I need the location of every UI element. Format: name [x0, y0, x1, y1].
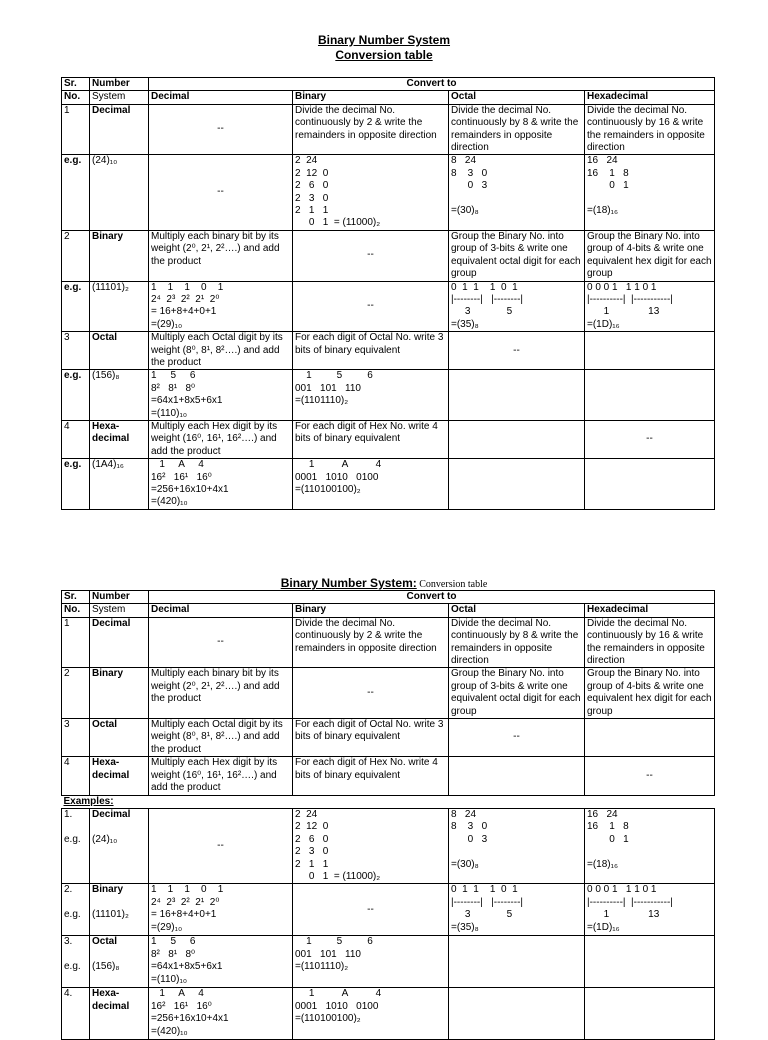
sr-cell: 2: [62, 230, 90, 281]
example-cell: 8 24 8 3 0 0 3 =(30)₈: [449, 808, 585, 883]
empty-cell: [449, 988, 585, 1040]
dash-cell: --: [293, 668, 449, 719]
sr-header: Sr.: [62, 591, 90, 604]
examples-row: [62, 795, 715, 808]
binary-header: Binary: [293, 91, 449, 104]
sr-cell: 1: [62, 104, 90, 155]
system-name: Hexa- decimal: [90, 757, 149, 795]
empty-cell: [449, 459, 585, 510]
example-cell: 1 A 4 0001 1010 0100 =(110100100)₂: [293, 988, 449, 1040]
example-number: (1A4)₁₆: [90, 459, 149, 510]
example-number: (11101)₂: [90, 281, 149, 332]
title-2-sub: Conversion table: [416, 579, 488, 590]
example-cell: 1 5 6 8² 8¹ 8⁰ =64x1+8x5+6x1 =(110)₁₀: [149, 370, 293, 421]
example-cell: 0 0 0 1 1 1 0 1 |----------| |-----------| 1 13 =(1D)₁₆: [585, 884, 715, 936]
example-cell: 1 A 4 0001 1010 0100 =(110100100)₂: [293, 459, 449, 510]
rule-cell: Multiply each binary bit by its weight (2⁰, 2¹, 2²….) and add the product: [149, 668, 293, 719]
example-cell: 8 24 8 3 0 0 3 =(30)₈: [449, 155, 585, 230]
example-cell: 1 5 6 8² 8¹ 8⁰ =64x1+8x5+6x1 =(110)₁₀: [149, 936, 293, 988]
system-name: Octal: [90, 332, 149, 370]
rule-cell: For each digit of Octal No. write 3 bits of binary equivalent: [293, 719, 449, 757]
sr-header: No.: [62, 91, 90, 104]
dash-cell: --: [149, 104, 293, 155]
number-system-header: System: [90, 604, 149, 617]
rule-cell: Group the Binary No. into group of 4-bits & write one equivalent hex digit for each group: [585, 230, 715, 281]
dash-cell: --: [585, 757, 715, 795]
empty-cell: [449, 370, 585, 421]
sr-cell: 4: [62, 757, 90, 795]
octal-header: Octal: [449, 91, 585, 104]
system-name: Binary: [90, 230, 149, 281]
example-cell: 2 24 2 12 0 2 6 0 2 3 0 2 1 1 0 1 = (11000)₂: [293, 155, 449, 230]
rule-cell: Divide the decimal No. continuously by 16 & write the remainders in opposite direction: [585, 617, 715, 668]
rule-cell: For each digit of Hex No. write 4 bits of binary equivalent: [293, 420, 449, 458]
empty-cell: [585, 936, 715, 988]
hexadecimal-header: Hexadecimal: [585, 91, 715, 104]
dash-cell: --: [293, 230, 449, 281]
example-cell: 1 A 4 16² 16¹ 16⁰ =256+16x10+4x1 =(420)₁₀: [149, 988, 293, 1040]
eg-label: e.g.: [62, 155, 90, 230]
example-cell: 0 1 1 1 0 1 |--------| |--------| 3 5 =(35)₈: [449, 281, 585, 332]
dash-cell: --: [149, 808, 293, 883]
dash-cell: --: [585, 420, 715, 458]
dash-cell: --: [449, 719, 585, 757]
rule-cell: Multiply each Hex digit by its weight (16⁰, 16¹, 16²….) and add the product: [149, 757, 293, 795]
dash-cell: --: [149, 617, 293, 668]
example-system-cell: Decimal (24)₁₀: [90, 808, 149, 883]
decimal-header: Decimal: [149, 604, 293, 617]
rule-cell: Multiply each Hex digit by its weight (16⁰, 16¹, 16²….) and add the product: [149, 420, 293, 458]
rule-cell: Divide the decimal No. continuously by 8 & write the remainders in opposite direction: [449, 617, 585, 668]
eg-label: e.g.: [62, 459, 90, 510]
example-cell: 1 1 1 0 1 2⁴ 2³ 2² 2¹ 2⁰ = 16+8+4+0+1 =(29)₁₀: [149, 884, 293, 936]
example-cell: 1 1 1 0 1 2⁴ 2³ 2² 2¹ 2⁰ = 16+8+4+0+1 =(29)₁₀: [149, 281, 293, 332]
example-sr-cell: 1. e.g.: [62, 808, 90, 883]
example-sr-cell: 2. e.g.: [62, 884, 90, 936]
example-number: (156)₈: [90, 370, 149, 421]
dash-cell: --: [449, 332, 585, 370]
example-sr-cell: 4.: [62, 988, 90, 1040]
system-name: Binary: [90, 668, 149, 719]
empty-cell: [449, 757, 585, 795]
system-name: Hexa- decimal: [90, 420, 149, 458]
rule-cell: Divide the decimal No. continuously by 16 & write the remainders in opposite direction: [585, 104, 715, 155]
empty-cell: [449, 420, 585, 458]
rule-cell: Divide the decimal No. continuously by 2 & write the remainders in opposite direction: [293, 617, 449, 668]
example-cell: 1 5 6 001 101 110 =(1101110)₂: [293, 370, 449, 421]
number-system-header: Number: [90, 78, 149, 91]
rule-cell: For each digit of Hex No. write 4 bits of binary equivalent: [293, 757, 449, 795]
example-cell: 16 24 16 1 8 0 1 =(18)₁₆: [585, 808, 715, 883]
empty-cell: [585, 370, 715, 421]
rule-cell: Divide the decimal No. continuously by 8 & write the remainders in opposite direction: [449, 104, 585, 155]
title-line-2: Conversion table: [335, 48, 433, 62]
rule-cell: Group the Binary No. into group of 3-bits & write one equivalent octal digit for each group: [449, 230, 585, 281]
convert-to-header: Convert to: [149, 591, 715, 604]
sr-header: Sr.: [62, 78, 90, 91]
eg-label: e.g.: [62, 370, 90, 421]
conversion-table-2: [61, 590, 715, 1040]
example-cell: 2 24 2 12 0 2 6 0 2 3 0 2 1 1 0 1 = (11000)₂: [293, 808, 449, 883]
title-2-main: Binary Number System:: [280, 576, 417, 590]
rule-cell: Multiply each Octal digit by its weight (8⁰, 8¹, 8²….) and add the product: [149, 719, 293, 757]
empty-cell: [585, 332, 715, 370]
rule-cell: Multiply each Octal digit by its weight (8⁰, 8¹, 8²….) and add the product: [149, 332, 293, 370]
number-system-header: System: [90, 91, 149, 104]
example-system-cell: Binary (11101)₂: [90, 884, 149, 936]
conversion-table-1: [61, 77, 715, 510]
example-sr-cell: 3. e.g.: [62, 936, 90, 988]
rule-cell: Group the Binary No. into group of 4-bits & write one equivalent hex digit for each group: [585, 668, 715, 719]
example-number: (24)₁₀: [90, 155, 149, 230]
system-name: Decimal: [90, 617, 149, 668]
example-cell: 1 A 4 16² 16¹ 16⁰ =256+16x10+4x1 =(420)₁₀: [149, 459, 293, 510]
rule-cell: Multiply each binary bit by its weight (2⁰, 2¹, 2²….) and add the product: [149, 230, 293, 281]
sr-cell: 1: [62, 617, 90, 668]
empty-cell: [449, 936, 585, 988]
sr-header: No.: [62, 604, 90, 617]
hexadecimal-header: Hexadecimal: [585, 604, 715, 617]
convert-to-header: Convert to: [149, 78, 715, 91]
system-name: Decimal: [90, 104, 149, 155]
system-name: Octal: [90, 719, 149, 757]
dash-cell: --: [293, 884, 449, 936]
dash-cell: --: [293, 281, 449, 332]
example-cell: 0 0 0 1 1 1 0 1 |----------| |-----------| 1 13 =(1D)₁₆: [585, 281, 715, 332]
example-system-cell: Octal (156)₈: [90, 936, 149, 988]
example-system-cell: Hexa- decimal: [90, 988, 149, 1040]
empty-cell: [585, 988, 715, 1040]
number-system-header: Number: [90, 591, 149, 604]
sr-cell: 3: [62, 719, 90, 757]
rule-cell: Divide the decimal No. continuously by 2 & write the remainders in opposite direction: [293, 104, 449, 155]
rule-cell: For each digit of Octal No. write 3 bits of binary equivalent: [293, 332, 449, 370]
title-line-1: Binary Number System: [317, 33, 451, 47]
octal-header: Octal: [449, 604, 585, 617]
examples-label: Examples:: [63, 795, 114, 807]
empty-cell: [585, 459, 715, 510]
rule-cell: Group the Binary No. into group of 3-bits & write one equivalent octal digit for each group: [449, 668, 585, 719]
sr-cell: 4: [62, 420, 90, 458]
dash-cell: --: [149, 155, 293, 230]
empty-cell: [585, 719, 715, 757]
example-cell: 16 24 16 1 8 0 1 =(18)₁₆: [585, 155, 715, 230]
sr-cell: 3: [62, 332, 90, 370]
eg-label: e.g.: [62, 281, 90, 332]
binary-header: Binary: [293, 604, 449, 617]
example-cell: 1 5 6 001 101 110 =(1101110)₂: [293, 936, 449, 988]
decimal-header: Decimal: [149, 91, 293, 104]
sr-cell: 2: [62, 668, 90, 719]
example-cell: 0 1 1 1 0 1 |--------| |--------| 3 5 =(35)₈: [449, 884, 585, 936]
